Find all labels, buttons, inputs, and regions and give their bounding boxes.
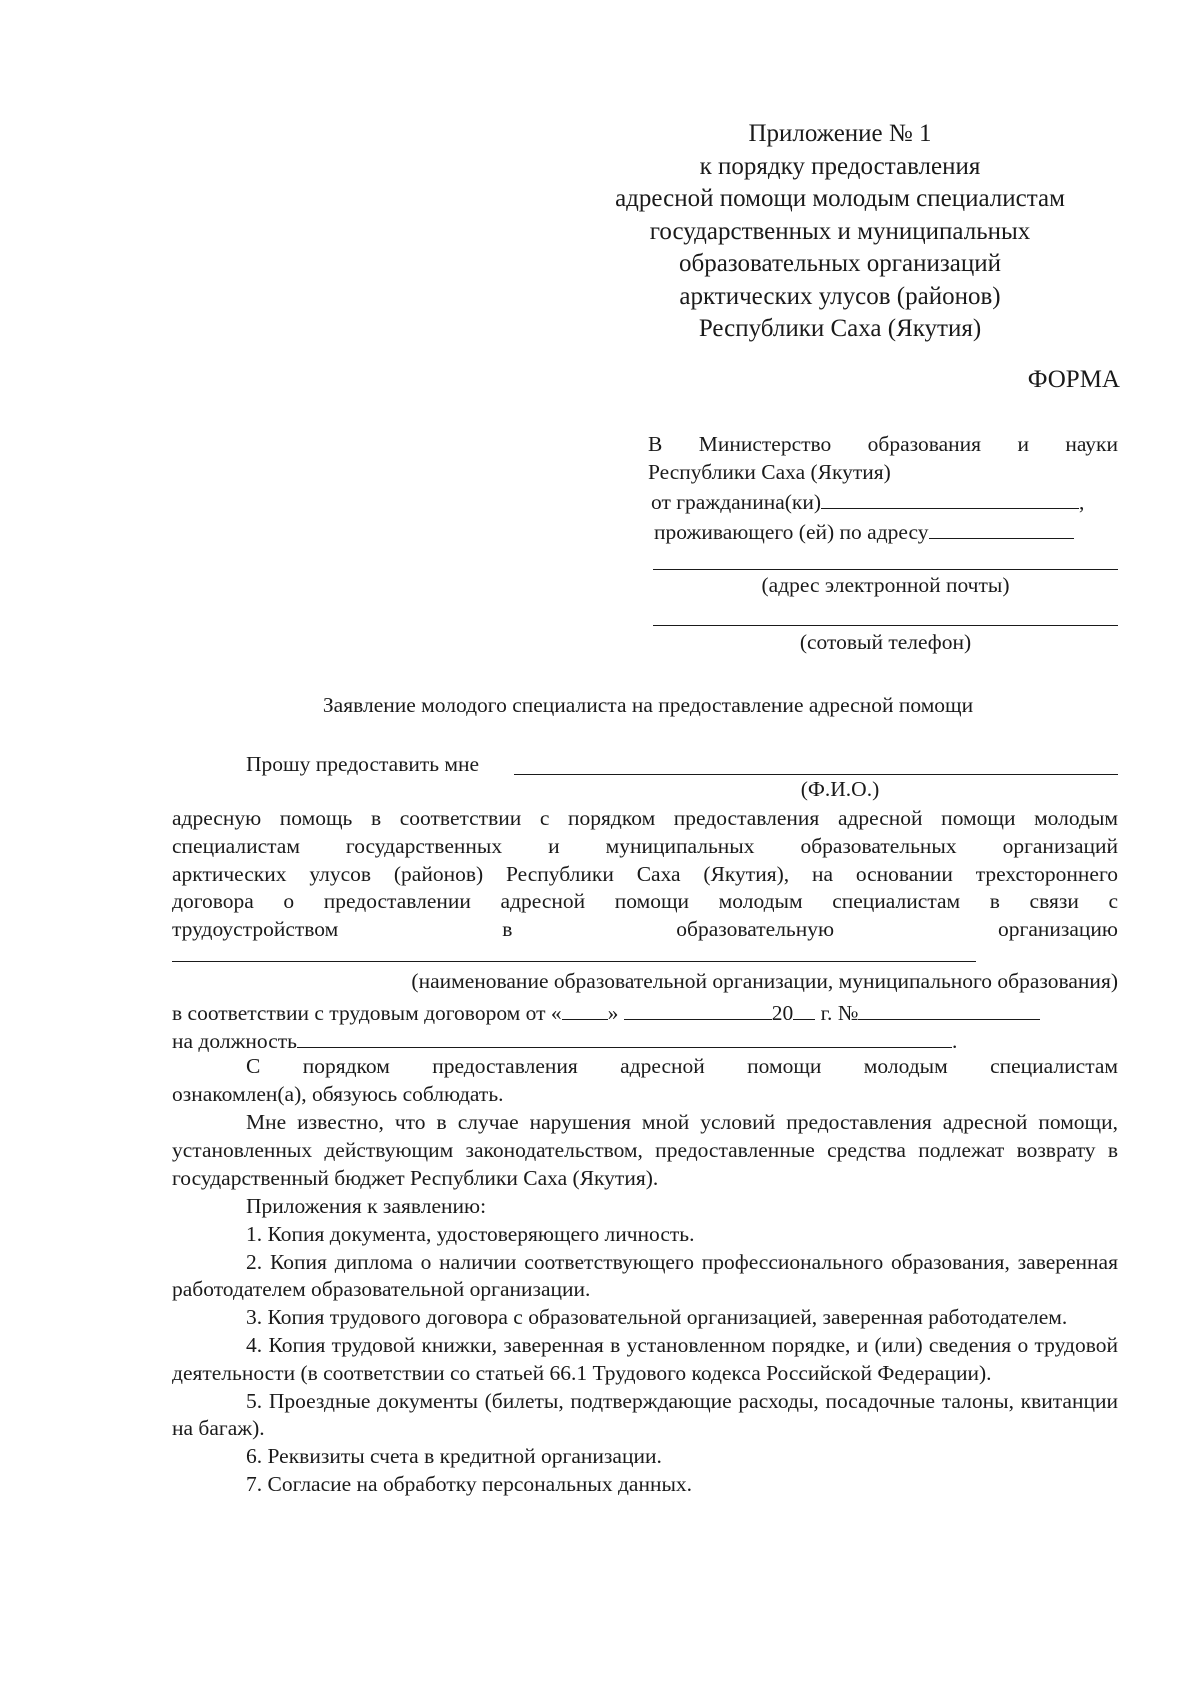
fio-caption: (Ф.И.О.) — [800, 777, 880, 801]
attachments-title: Приложения к заявлению: — [246, 1194, 487, 1218]
comma: , — [1079, 490, 1085, 514]
paragraph-line: адресную помощь в соответствии с порядком предоставления адресной помощи молодым — [172, 806, 1118, 830]
email-blank[interactable] — [653, 569, 1118, 570]
addressee-to-line1: В Министерство образования и науки — [648, 432, 1118, 456]
attachment-item: 7. Согласие на обработку персональных данных. — [246, 1471, 693, 1496]
familiarization-paragraph — [172, 1053, 1118, 1109]
address-row — [648, 516, 1118, 546]
attachment-item: 6. Реквизиты счета в кредитной организации. — [246, 1444, 662, 1469]
paragraph-line: арктических улусов (районов) Республики Саха (Якутия), на основании трехстороннего — [172, 861, 1118, 886]
contract-prefix: в соответствии с трудовым договором от « — [172, 1001, 562, 1025]
contract-year-prefix: 20 — [771, 1001, 794, 1025]
appendix-header — [560, 118, 1120, 346]
paragraph-line: трудоустройством в образовательную организацию — [172, 917, 1118, 942]
from-citizen-row — [648, 486, 1118, 516]
address-label: проживающего (ей) по адресу — [654, 520, 929, 544]
fio-blank[interactable] — [514, 774, 1118, 775]
from-citizen-label: от гражданина(ки) — [651, 490, 822, 514]
contract-number-label: г. № — [820, 1001, 859, 1025]
attachment-item: 4. Копия трудовой книжки, заверенная в установленном порядке, и (или) сведения о трудовой деятельности (в соответствии со статьей 66.1 Трудового кодекса Российской Федерации). — [172, 1332, 1118, 1385]
phone-blank[interactable] — [653, 625, 1118, 626]
awareness-text: Мне известно, что в случае нарушения мной условий предоставления адресной помощи, установленных действующим законодательством, предоставленные средства подлежат возврату в государственный бюджет Республики Саха (Якутия). — [172, 1110, 1118, 1190]
awareness-paragraph — [172, 1109, 1118, 1192]
attachment-item: 5. Проездные документы (билеты, подтверждающие расходы, посадочные талоны, квитанции на багаж). — [172, 1388, 1118, 1441]
email-caption: (адрес электронной почты) — [761, 573, 1010, 597]
appendix-line: адресной помощи молодым специалистам — [615, 185, 1065, 212]
address-blank[interactable] — [929, 516, 1074, 539]
organization-blank[interactable] — [172, 961, 976, 962]
statement-title: Заявление молодого специалиста на предоставление адресной помощи — [322, 693, 974, 717]
contract-number-blank[interactable] — [858, 997, 1040, 1020]
attachment-item: 3. Копия трудового договора с образовательной организацией, заверенная работодателем. — [246, 1305, 1068, 1330]
contract-day-blank[interactable] — [562, 997, 608, 1020]
addressee-to-line2: Республики Саха (Якутия) — [648, 460, 891, 484]
contract-month-blank[interactable] — [624, 997, 772, 1020]
contract-quote-close: » — [607, 1001, 619, 1025]
request-label: Прошу предоставить мне — [246, 752, 480, 776]
paragraph-line: договора о предоставлении адресной помощи молодым специалистам в связи с — [172, 889, 1118, 914]
paragraph-line: специалистам государственных и муниципальных образовательных организаций — [172, 833, 1118, 858]
appendix-line: государственных и муниципальных — [649, 217, 1031, 245]
contract-year-blank[interactable] — [793, 997, 815, 1020]
citizen-name-blank[interactable] — [821, 486, 1079, 509]
form-label: ФОРМА — [1027, 366, 1120, 393]
familiarization-line1: С порядком предоставления адресной помощи молодым специалистам — [246, 1054, 1118, 1078]
position-row — [172, 1025, 1118, 1056]
appendix-line: образовательных организаций — [678, 250, 1001, 277]
position-label: на должность — [172, 1029, 297, 1053]
attachment-item: 1. Копия документа, удостоверяющего личность. — [246, 1221, 695, 1246]
organization-caption: (наименование образовательной организации, муниципального образования) — [411, 969, 1118, 993]
request-paragraph — [172, 805, 1118, 944]
addressee-block — [648, 430, 1118, 546]
appendix-line: арктических улусов (районов) — [679, 282, 1001, 310]
familiarization-line2: ознакомлен(а), обязуюсь соблюдать. — [172, 1081, 504, 1106]
attachment-item: 2. Копия диплома о наличии соответствующего профессионального образования, заверенная работодателем образовательной организации. — [172, 1249, 1118, 1302]
appendix-line: Республики Саха (Якутия) — [698, 315, 982, 342]
position-suffix: . — [951, 1029, 958, 1053]
appendix-line: Приложение № 1 — [748, 120, 932, 147]
phone-caption: (сотовый телефон) — [799, 630, 972, 654]
position-blank[interactable] — [297, 1025, 952, 1048]
appendix-line: к порядку предоставления — [699, 152, 981, 180]
attachments-section — [172, 1193, 1118, 1499]
contract-row — [172, 997, 1118, 1028]
